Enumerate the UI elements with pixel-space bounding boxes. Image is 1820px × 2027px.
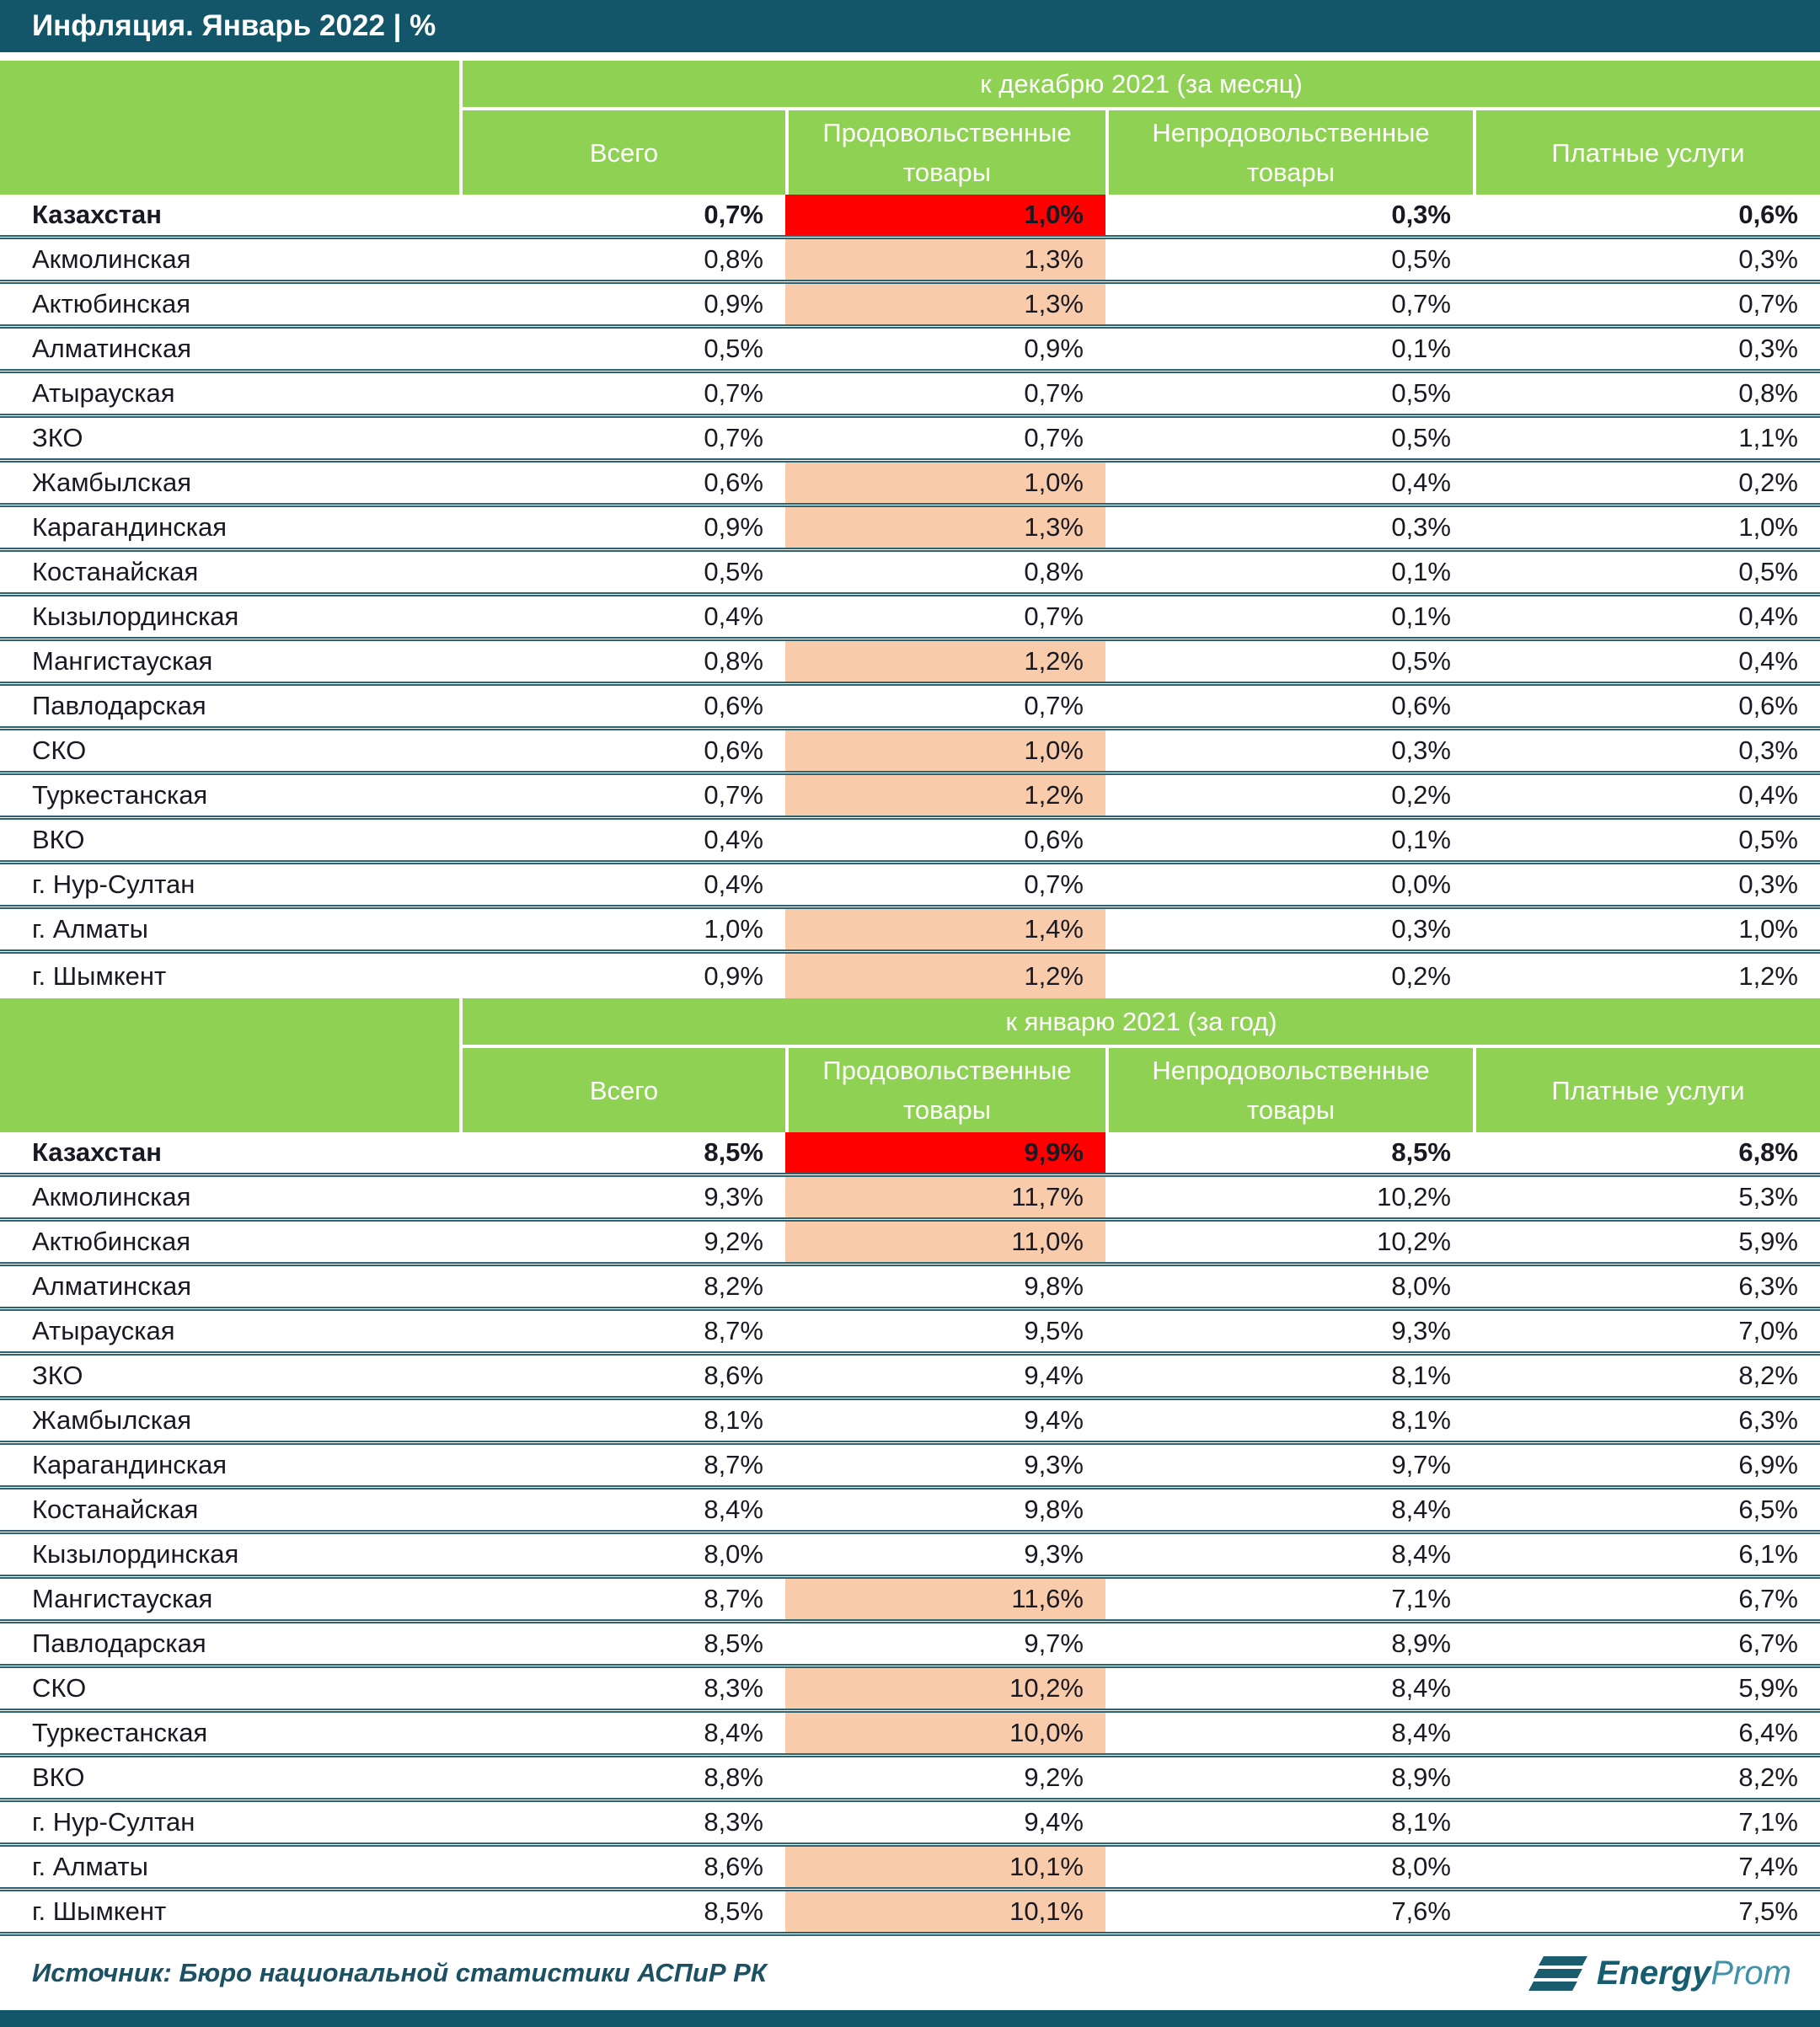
value-cell: 8,5% [704, 1629, 763, 1658]
value-cell: 9,4% [1024, 1361, 1084, 1390]
column-header: Платные услуги [1473, 110, 1820, 195]
header-columns [459, 998, 1820, 1132]
value-cell: 8,7% [704, 1316, 763, 1345]
column-headers [463, 1048, 1820, 1132]
value-cell: 0,8% [1738, 378, 1798, 408]
header-columns [459, 61, 1820, 195]
group-header: к январю 2021 (за год) [463, 998, 1820, 1048]
value-cell: 8,7% [704, 1450, 763, 1479]
corner-cell [0, 998, 459, 1132]
value-cell: 0,3% [1391, 512, 1451, 542]
value-cell: 8,4% [704, 1495, 763, 1524]
region-cell: г. Нур-Султан [32, 869, 195, 899]
table-row [0, 1311, 1820, 1356]
logo-text-energy: Energy [1596, 1954, 1711, 1992]
value-cell: 10,0% [785, 1713, 1105, 1753]
value-cell: 9,2% [704, 1227, 763, 1256]
value-cell: 1,0% [704, 914, 763, 944]
value-cell: 9,3% [1024, 1450, 1084, 1479]
table-row [0, 507, 1820, 552]
value-cell: 6,1% [1738, 1539, 1798, 1569]
value-cell: 8,1% [1391, 1361, 1451, 1390]
value-cell: 1,0% [785, 730, 1105, 771]
value-cell: 7,6% [1391, 1896, 1451, 1926]
value-cell: 0,9% [704, 960, 763, 991]
region-cell: г. Шымкент [32, 1896, 167, 1926]
value-cell: 8,3% [704, 1807, 763, 1837]
value-cell: 0,7% [704, 200, 763, 229]
region-cell: Костанайская [32, 557, 199, 586]
value-cell: 0,3% [1391, 735, 1451, 765]
table-row [0, 284, 1820, 329]
value-cell: 6,9% [1738, 1450, 1798, 1479]
value-cell: 8,4% [1391, 1539, 1451, 1569]
value-cell: 0,3% [1738, 869, 1798, 899]
value-cell: 0,4% [704, 869, 763, 899]
region-cell: Павлодарская [32, 1629, 206, 1658]
region-cell: Павлодарская [32, 691, 206, 720]
value-cell: 8,1% [1391, 1405, 1451, 1435]
value-cell: 0,6% [1738, 691, 1798, 720]
table-row [0, 686, 1820, 730]
value-cell: 8,5% [704, 1896, 763, 1926]
value-cell: 0,4% [1738, 646, 1798, 676]
value-cell: 0,9% [704, 512, 763, 542]
region-cell: Алматинская [32, 334, 192, 363]
table-row [0, 418, 1820, 463]
value-cell: 8,9% [1391, 1762, 1451, 1792]
value-cell: 0,7% [704, 378, 763, 408]
value-cell: 0,8% [704, 244, 763, 274]
table-row [0, 1400, 1820, 1445]
region-cell: Казахстан [32, 200, 163, 229]
table-row [0, 1489, 1820, 1534]
region-cell: г. Шымкент [32, 960, 167, 991]
region-cell: Жамбылская [32, 468, 192, 497]
value-cell: 8,9% [1391, 1629, 1451, 1658]
table-row [0, 596, 1820, 641]
value-cell: 8,0% [1391, 1852, 1451, 1881]
value-cell: 8,4% [704, 1718, 763, 1747]
value-cell: 6,3% [1738, 1271, 1798, 1301]
value-cell: 0,4% [704, 825, 763, 854]
table-row [0, 1847, 1820, 1891]
value-cell: 6,5% [1738, 1495, 1798, 1524]
table-row [0, 1534, 1820, 1579]
value-cell: 11,7% [785, 1177, 1105, 1217]
value-cell: 0,7% [1391, 289, 1451, 318]
source-note: Источник: Бюро национальной статистики АСПиР РК [32, 1958, 767, 1987]
region-cell: ЗКО [32, 423, 83, 452]
value-cell: 8,6% [704, 1361, 763, 1390]
table-row [0, 1668, 1820, 1713]
region-cell: Актюбинская [32, 289, 190, 318]
table-row [0, 1222, 1820, 1266]
value-cell: 9,5% [1024, 1316, 1084, 1345]
table-row [0, 1757, 1820, 1802]
value-cell: 6,7% [1738, 1584, 1798, 1613]
value-cell: 0,1% [1391, 825, 1451, 854]
value-cell: 0,7% [1738, 289, 1798, 318]
value-cell: 0,6% [704, 691, 763, 720]
table-row [0, 373, 1820, 418]
table-row [0, 463, 1820, 507]
value-cell: 5,3% [1738, 1182, 1798, 1211]
value-cell: 1,1% [1738, 423, 1798, 452]
value-cell: 1,2% [1738, 960, 1798, 991]
region-cell: Акмолинская [32, 1182, 191, 1211]
group-header: к декабрю 2021 (за месяц) [463, 61, 1820, 110]
table-row [0, 909, 1820, 954]
value-cell: 11,6% [785, 1579, 1105, 1619]
value-cell: 0,1% [1391, 602, 1451, 631]
value-cell: 0,7% [1024, 378, 1084, 408]
region-cell: Мангистауская [32, 646, 213, 676]
value-cell: 6,7% [1738, 1629, 1798, 1658]
region-cell: г. Алматы [32, 914, 148, 944]
value-cell: 6,4% [1738, 1718, 1798, 1747]
value-cell: 0,5% [704, 334, 763, 363]
value-cell: 8,3% [704, 1673, 763, 1703]
inflation-tables [0, 61, 1820, 1936]
value-cell: 7,0% [1738, 1316, 1798, 1345]
region-cell: Алматинская [32, 1271, 192, 1301]
value-cell: 10,2% [1377, 1182, 1451, 1211]
value-cell: 8,6% [704, 1852, 763, 1881]
value-cell: 8,5% [704, 1137, 763, 1167]
value-cell: 0,3% [1391, 200, 1451, 229]
value-cell: 1,3% [785, 239, 1105, 280]
column-header: Всего [463, 1048, 785, 1132]
region-cell: Мангистауская [32, 1584, 213, 1613]
region-cell: Актюбинская [32, 1227, 190, 1256]
table-row [0, 195, 1820, 239]
value-cell: 1,3% [785, 507, 1105, 548]
region-cell: Жамбылская [32, 1405, 192, 1435]
region-cell: Кызылординская [32, 602, 239, 631]
value-cell: 0,0% [1391, 869, 1451, 899]
table-row [0, 1132, 1820, 1177]
value-cell: 0,1% [1391, 557, 1451, 586]
value-cell: 0,5% [1391, 423, 1451, 452]
region-cell: Казахстан [32, 1137, 163, 1167]
value-cell: 0,4% [704, 602, 763, 631]
table-row [0, 1266, 1820, 1311]
value-cell: 10,2% [785, 1668, 1105, 1709]
region-cell: СКО [32, 1673, 87, 1703]
column-header: Платные услуги [1473, 1048, 1820, 1132]
value-cell: 8,0% [704, 1539, 763, 1569]
value-cell: 5,9% [1738, 1673, 1798, 1703]
table-row [0, 1623, 1820, 1668]
value-cell: 8,8% [704, 1762, 763, 1792]
value-cell: 7,1% [1738, 1807, 1798, 1837]
region-cell: г. Нур-Султан [32, 1807, 195, 1837]
value-cell: 0,7% [1024, 691, 1084, 720]
value-cell: 9,4% [1024, 1807, 1084, 1837]
table-row [0, 239, 1820, 284]
logo-text-prom: Prom [1710, 1954, 1791, 1992]
value-cell: 0,4% [1738, 602, 1798, 631]
value-cell: 0,3% [1738, 334, 1798, 363]
section-header [0, 998, 1820, 1132]
value-cell: 0,2% [1738, 468, 1798, 497]
value-cell: 9,8% [1024, 1495, 1084, 1524]
value-cell: 11,0% [785, 1222, 1105, 1262]
table-row [0, 1177, 1820, 1222]
value-cell: 8,1% [1391, 1807, 1451, 1837]
value-cell: 1,2% [785, 954, 1105, 998]
value-cell: 0,3% [1738, 735, 1798, 765]
value-cell: 8,2% [1738, 1762, 1798, 1792]
region-cell: Карагандинская [32, 1450, 228, 1479]
value-cell: 8,5% [1391, 1137, 1451, 1167]
value-cell: 9,4% [1024, 1405, 1084, 1435]
region-cell: ВКО [32, 825, 85, 854]
value-cell: 9,7% [1391, 1450, 1451, 1479]
value-cell: 8,1% [704, 1405, 763, 1435]
column-header: Непродовольственные товары [1105, 1048, 1473, 1132]
region-cell: Туркестанская [32, 1718, 208, 1747]
value-cell: 9,8% [1024, 1271, 1084, 1301]
stacked-bars-icon [1531, 1956, 1585, 1991]
value-cell: 5,9% [1738, 1227, 1798, 1256]
value-cell: 0,7% [1024, 423, 1084, 452]
value-cell: 9,3% [1024, 1539, 1084, 1569]
page-title: Инфляция. Январь 2022 | % [32, 9, 436, 42]
value-cell: 10,1% [785, 1891, 1105, 1932]
value-cell: 1,0% [1738, 512, 1798, 542]
title-separator [0, 52, 1820, 61]
value-cell: 0,5% [704, 557, 763, 586]
table-row [0, 641, 1820, 686]
value-cell: 8,4% [1391, 1673, 1451, 1703]
value-cell: 8,0% [1391, 1271, 1451, 1301]
value-cell: 0,6% [1024, 825, 1084, 854]
region-cell: Туркестанская [32, 780, 208, 810]
value-cell: 0,5% [1738, 557, 1798, 586]
value-cell: 0,3% [1391, 914, 1451, 944]
region-cell: г. Алматы [32, 1852, 148, 1881]
column-header: Всего [463, 110, 785, 195]
value-cell: 1,0% [785, 463, 1105, 503]
table-row [0, 1713, 1820, 1757]
region-cell: ЗКО [32, 1361, 83, 1390]
value-cell: 9,3% [1391, 1316, 1451, 1345]
value-cell: 8,7% [704, 1584, 763, 1613]
region-cell: Костанайская [32, 1495, 199, 1524]
region-cell: СКО [32, 735, 87, 765]
value-cell: 8,4% [1391, 1718, 1451, 1747]
table-row [0, 1802, 1820, 1847]
value-cell: 0,5% [1391, 244, 1451, 274]
value-cell: 0,4% [1391, 468, 1451, 497]
value-cell: 0,7% [1024, 869, 1084, 899]
footer [0, 1936, 1820, 2010]
region-cell: ВКО [32, 1762, 85, 1792]
value-cell: 9,3% [704, 1182, 763, 1211]
region-cell: Карагандинская [32, 512, 228, 542]
value-cell: 9,7% [1024, 1629, 1084, 1658]
value-cell: 1,2% [785, 641, 1105, 682]
value-cell: 1,3% [785, 284, 1105, 324]
corner-cell [0, 61, 459, 195]
value-cell: 8,2% [704, 1271, 763, 1301]
value-cell: 1,0% [1738, 914, 1798, 944]
value-cell: 1,2% [785, 775, 1105, 816]
value-cell: 0,7% [1024, 602, 1084, 631]
column-headers [463, 110, 1820, 195]
value-cell: 0,6% [704, 468, 763, 497]
value-cell: 0,8% [704, 646, 763, 676]
value-cell: 0,5% [1391, 378, 1451, 408]
table-row [0, 552, 1820, 596]
value-cell: 8,4% [1391, 1495, 1451, 1524]
column-header: Продовольственные товары [785, 110, 1105, 195]
table-row [0, 1445, 1820, 1489]
value-cell: 8,2% [1738, 1361, 1798, 1390]
bottom-bar [0, 2010, 1820, 2027]
region-cell: Акмолинская [32, 244, 191, 274]
value-cell: 9,9% [785, 1132, 1105, 1173]
table-row [0, 954, 1820, 998]
value-cell: 7,1% [1391, 1584, 1451, 1613]
table-row [0, 1356, 1820, 1400]
value-cell: 6,3% [1738, 1405, 1798, 1435]
value-cell: 0,6% [1738, 200, 1798, 229]
value-cell: 0,2% [1391, 780, 1451, 810]
value-cell: 0,9% [1024, 334, 1084, 363]
region-cell: Атырауская [32, 378, 175, 408]
value-cell: 6,8% [1738, 1137, 1798, 1167]
table-row [0, 864, 1820, 909]
value-cell: 0,4% [1738, 780, 1798, 810]
section-header [0, 61, 1820, 195]
title-bar [0, 0, 1820, 52]
value-cell: 0,8% [1024, 557, 1084, 586]
column-header: Непродовольственные товары [1105, 110, 1473, 195]
value-cell: 0,1% [1391, 334, 1451, 363]
value-cell: 0,3% [1738, 244, 1798, 274]
table-row [0, 775, 1820, 820]
table-row [0, 820, 1820, 864]
value-cell: 0,6% [704, 735, 763, 765]
column-header: Продовольственные товары [785, 1048, 1105, 1132]
value-cell: 1,0% [785, 195, 1105, 235]
value-cell: 0,7% [704, 780, 763, 810]
value-cell: 1,4% [785, 909, 1105, 949]
table-row [0, 1579, 1820, 1623]
region-cell: Атырауская [32, 1316, 175, 1345]
value-cell: 7,4% [1738, 1852, 1798, 1881]
value-cell: 10,2% [1377, 1227, 1451, 1256]
value-cell: 9,2% [1024, 1762, 1084, 1792]
value-cell: 0,5% [1738, 825, 1798, 854]
value-cell: 0,2% [1391, 960, 1451, 991]
value-cell: 7,5% [1738, 1896, 1798, 1926]
table-row [0, 1891, 1820, 1936]
value-cell: 0,9% [704, 289, 763, 318]
table-row [0, 730, 1820, 775]
value-cell: 0,5% [1391, 646, 1451, 676]
value-cell: 0,7% [704, 423, 763, 452]
region-cell: Кызылординская [32, 1539, 239, 1569]
value-cell: 10,1% [785, 1847, 1105, 1887]
energyprom-logo [1531, 1955, 1791, 1992]
value-cell: 0,6% [1391, 691, 1451, 720]
table-row [0, 329, 1820, 373]
